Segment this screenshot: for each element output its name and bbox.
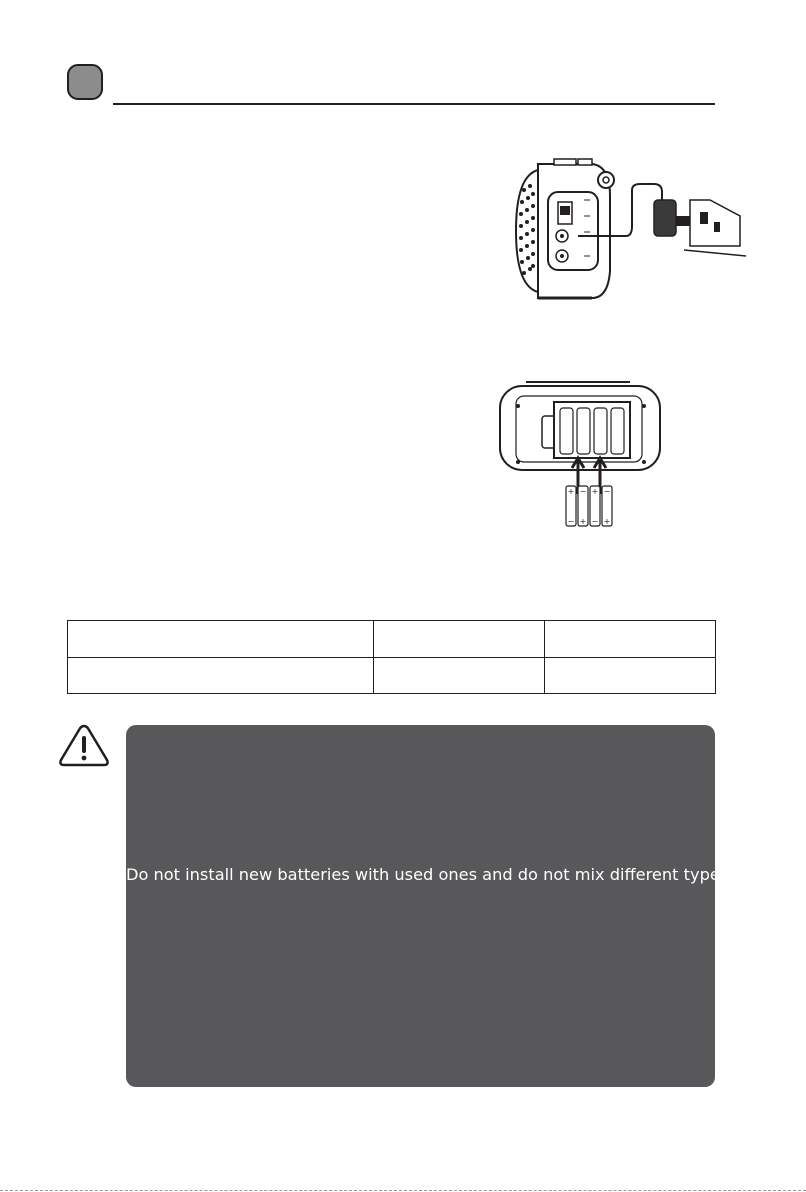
table-row [68, 621, 716, 658]
battery-installation-illustration [496, 376, 662, 536]
warning-triangle-icon [58, 722, 110, 768]
spec-table [67, 620, 716, 694]
battery-mark: + [579, 517, 587, 526]
table-cell [68, 657, 374, 694]
table-cell [545, 657, 716, 694]
table-cell [374, 657, 545, 694]
table-cell [374, 621, 545, 658]
section-number-badge [67, 64, 103, 100]
battery-mark: + [591, 487, 599, 496]
battery-mark: − [579, 487, 587, 496]
table-cell [545, 621, 716, 658]
battery-mark: − [603, 487, 611, 496]
table-row [68, 657, 716, 694]
battery-mark: + [603, 517, 611, 526]
battery-mark: − [591, 517, 599, 526]
page-bottom-edge [0, 1190, 806, 1191]
header-rule [113, 103, 715, 105]
battery-mark: + [567, 487, 575, 496]
adapter-connection-illustration [514, 156, 750, 306]
table-cell [68, 621, 374, 658]
battery-mark: − [567, 517, 575, 526]
warning-text: Do not install new batteries with used ones and do not mix different types of [126, 865, 749, 884]
warning-box [126, 725, 749, 1087]
